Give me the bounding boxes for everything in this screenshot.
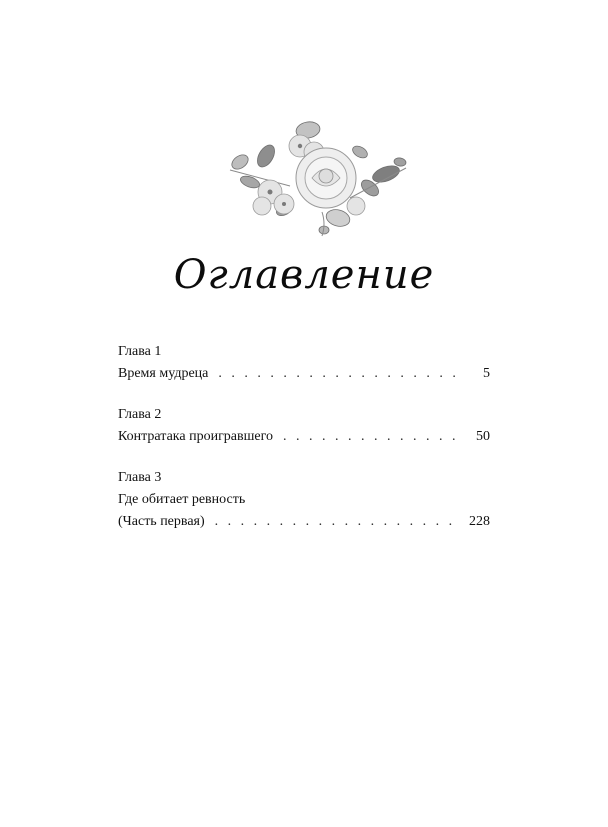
dot-leader xyxy=(283,427,462,446)
chapter-title-line: Где обитает ревность xyxy=(118,492,246,507)
toc-chapter-1 xyxy=(118,342,490,386)
toc-chapter-3 xyxy=(118,468,490,534)
chapter-title: Время мудреца xyxy=(118,366,209,381)
chapter-title: Контратака проигравшего xyxy=(118,429,274,444)
page-number: 50 xyxy=(476,429,490,444)
dot-leader xyxy=(215,512,462,531)
toc-chapter-2 xyxy=(118,405,490,449)
dot-leader xyxy=(218,364,462,383)
page-number: 228 xyxy=(469,514,490,529)
toc-entry-line xyxy=(118,364,490,386)
chapter-label: Глава 3 xyxy=(118,470,162,485)
toc-entry-line xyxy=(118,427,490,449)
chapter-label: Глава 2 xyxy=(118,407,162,422)
table-of-contents xyxy=(118,342,490,553)
page-title: Оглавление xyxy=(173,252,435,298)
toc-entry-line xyxy=(118,512,490,534)
page-number: 5 xyxy=(483,366,490,381)
chapter-label: Глава 1 xyxy=(118,344,162,359)
chapter-title: (Часть первая) xyxy=(118,514,205,529)
floral-bouquet-icon xyxy=(210,112,410,244)
